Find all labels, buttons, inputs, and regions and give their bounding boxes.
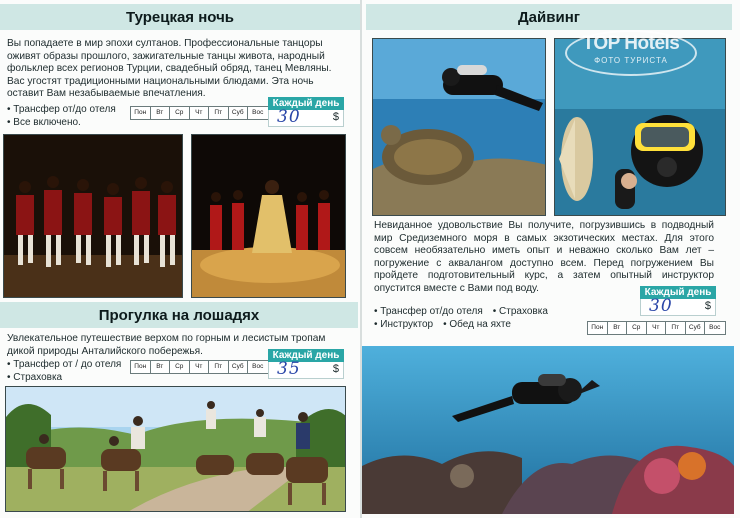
price-box [268,359,344,379]
horse-ride-days [130,360,269,374]
price-label: Каждый день [640,286,716,299]
bullet-transfer: • Трансфер от/до отеля [374,306,483,317]
day-sat: Суб [229,361,249,373]
diving-price [640,286,716,316]
day-fri: Пт [209,107,229,119]
diving-bullets-row-1 [374,305,558,318]
diving-bullets-row-2 [374,318,558,331]
day-thu: Чт [190,107,210,119]
bullet-transfer: • Трансфер от / до отеля [7,359,122,370]
price-value: 30 [649,296,673,316]
diving-photo-turtle [372,38,546,216]
day-tue: Вт [608,322,628,334]
left-page [0,0,362,518]
watermark-brand: TOP Hotels [582,33,680,54]
horse-ride-title: Прогулка на лошадях [0,302,358,328]
day-wed: Ср [627,322,647,334]
day-tue: Вт [151,107,171,119]
horse-ride-photo [5,386,346,512]
day-thu: Чт [647,322,667,334]
turkish-night-price [268,97,344,127]
day-thu: Чт [190,361,210,373]
bullet-insurance: • Страховка [492,306,548,317]
day-fri: Пт [666,322,686,334]
day-wed: Ср [170,107,190,119]
price-box [268,107,344,127]
day-mon: Пон [588,322,608,334]
day-sat: Суб [686,322,706,334]
day-wed: Ср [170,361,190,373]
tophotels-watermark [565,30,697,76]
day-sun: Вос [709,324,721,331]
bullet-lunch: • Обед на яхте [443,319,511,330]
price-value: 30 [277,107,301,127]
turkish-night-description: Вы попадаете в мир эпохи султанов. Профессиональные танцоры оживят образы прошлого, зажигательные танцы живота, народный фольклер всех регионов Турции, свадебный обряд, танец Мевляны. Вас угостят традиционными национальными блюдами. Эта ночь оставит Вам незабываемые впечатления. [7,38,332,100]
watermark-tagline: ФОТО ТУРИСТА [594,56,668,65]
turkish-night-title: Турецкая ночь [0,4,360,30]
day-mon: Пон [131,361,151,373]
diving-description: Невиданное удовольствие Вы получите, погрузившись в подводный мир Средиземного моря в самых экзотических местах. Для этого совсем необязательно иметь опыт и неважно сколько Вам лет – погружение с аквалангом доступно всем. Перед погружением Вы пройдете подготовительный курс, а затем опытный инструктор опустится вместе с Вами под воду. [374,220,714,294]
right-page [362,0,740,518]
horse-ride-bullets [7,358,121,384]
day-mon: Пон [131,107,151,119]
bullet-transfer: • Трансфер от/до отеля [7,104,116,115]
day-tue: Вт [151,361,171,373]
day-fri: Пт [209,361,229,373]
horse-ride-description: Увлекательное путешествие верхом по горным и лесистым тропам дикой природы Анталийского побережья. [7,333,326,357]
bullet-all-inclusive: • Все включено. [7,117,81,128]
diving-bullets [374,305,558,331]
diving-photo-reef [362,346,734,514]
turkish-night-photo-2 [191,134,346,298]
bullet-insurance: • Страховка [7,372,63,383]
day-sat: Суб [229,107,249,119]
price-label: Каждый день [268,349,344,362]
horse-ride-price [268,349,344,379]
price-value: 35 [277,359,301,379]
price-label: Каждый день [268,97,344,110]
turkish-night-days [130,106,269,120]
bullet-instructor: • Инструктор [374,319,434,330]
diving-days [587,321,726,335]
currency: $ [332,111,339,123]
currency: $ [704,300,711,312]
price-box [640,296,716,316]
day-sun: Вос [252,109,264,116]
currency: $ [332,363,339,375]
diving-title: Дайвинг [366,4,732,30]
turkish-night-bullets [7,103,116,129]
day-sun: Вос [252,363,264,370]
turkish-night-photo-1 [3,134,183,298]
